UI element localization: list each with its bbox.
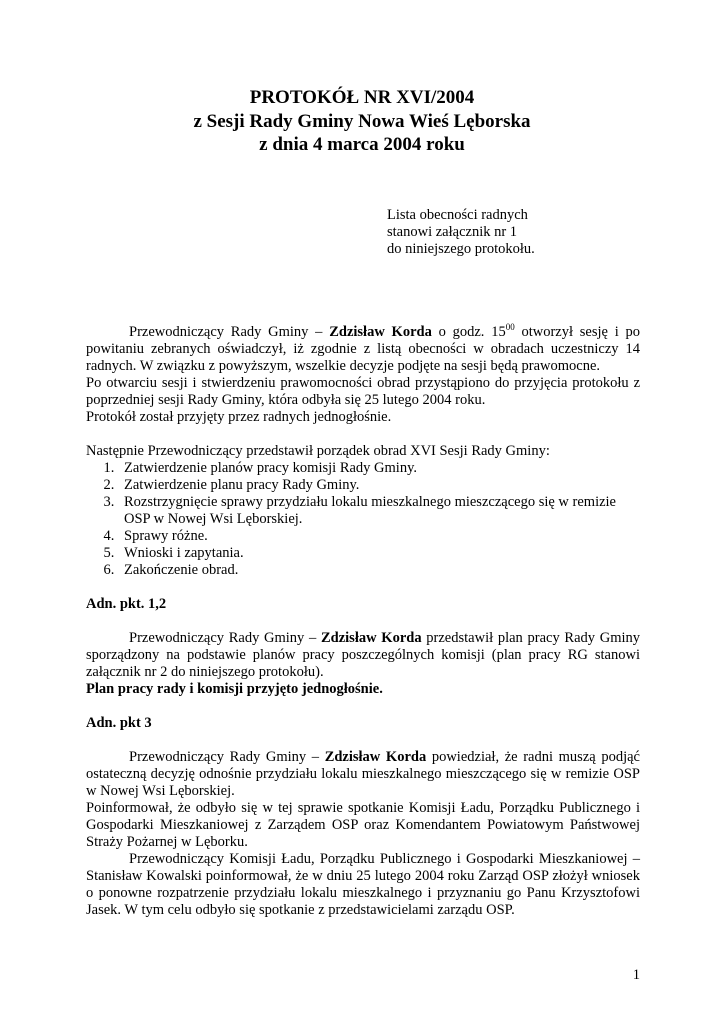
previous-protocol-paragraph: Po otwarciu sesji i stwierdzeniu prawomocności obrad przystąpiono do przyjęcia protokołu z poprzedniej sesji Rady Gminy, która odbyła się 25 lutego 2004 roku. — [86, 375, 640, 408]
opening-paragraph — [86, 324, 640, 375]
committee-chair-paragraph: Przewodniczący Komisji Ładu, Porządku Publicznego i Gospodarki Mieszkaniowej – Stanisław Kowalski poinformował, że w dniu 25 lutego 2004 roku Zarząd OSP złożył wniosek o ponowne rozpatrzenie przydziału lokalu mieszkalnego i przyznaniu go Panu Krzysztofowi Jasek. W tym celu odbyło się spotkanie z przedstawicielami zarządu OSP. — [86, 851, 640, 918]
attendance-note-line: do niniejszego protokołu. — [387, 241, 535, 257]
section1-resolution: Plan pracy rady i komisji przyjęto jednogłośnie. — [86, 681, 383, 697]
section2-text-prefix: Przewodniczący Rady Gminy – — [129, 749, 325, 765]
section2-text-suffix: powiedział, że radni muszą podjąć ostateczną decyzję odnośnie przydziału lokalu mieszkalnego mieszczącego się w remizie OSP w Nowej Wsi Lęborskiej. — [86, 749, 640, 799]
attendance-note-line: stanowi załącznik nr 1 — [387, 224, 518, 240]
section-heading-3: Adn. pkt 3 — [86, 715, 152, 731]
document-title — [0, 86, 724, 157]
title-line-session: z Sesji Rady Gminy Nowa Wieś Lęborska — [193, 110, 531, 132]
title-line-protocol-number: PROTOKÓŁ NR XVI/2004 — [249, 87, 475, 108]
section1-paragraph — [86, 630, 640, 681]
section1-text-suffix: przedstawił plan pracy Rady Gminy sporządzony na podstawie planów pracy poszczególnych komisji (plan pracy RG stanowi załącznik nr 2 do niniejszego protokołu). — [86, 630, 641, 680]
chair-name: Zdzisław Korda — [329, 324, 432, 340]
agenda-item: 1. Zatwierdzenie planów pracy komisji Rady Gminy. — [118, 460, 640, 477]
meeting-info-paragraph: Poinformował, że odbyło się w tej sprawie spotkanie Komisji Ładu, Porządku Publicznego i Gospodarki Mieszkaniowej z Zarządem OSP oraz Komendantem Powiatowym Państwowej Straży Pożarnej w Lęborku. — [86, 800, 640, 850]
document-body — [86, 324, 640, 919]
agenda-item: 5. Wnioski i zapytania. — [118, 545, 640, 562]
chair-name: Zdzisław Korda — [324, 749, 427, 765]
agenda-item: 6. Zakończenie obrad. — [118, 562, 640, 579]
section2-paragraph — [86, 749, 640, 800]
chair-name: Zdzisław Korda — [320, 630, 422, 646]
agenda-item: 4. Sprawy różne. — [118, 528, 640, 545]
agenda-item: 3. Rozstrzygnięcie sprawy przydziału lokalu mieszkalnego mieszczącego się w remizie OSP w Nowej Wsi Lęborskiej. — [118, 494, 640, 528]
protocol-accepted-paragraph: Protokół został przyjęty przez radnych jednogłośnie. — [86, 409, 392, 425]
time-minutes-superscript: 00 — [505, 322, 515, 333]
title-line-date: z dnia 4 marca 2004 roku — [259, 134, 465, 155]
agenda-list — [86, 460, 640, 579]
opening-text-time: o godz. 15 — [431, 324, 506, 340]
opening-text-prefix: Przewodniczący Rady Gminy – — [129, 324, 330, 340]
agenda-item: 2. Zatwierdzenie planu pracy Rady Gminy. — [118, 477, 640, 494]
attendance-note — [387, 207, 687, 258]
section-heading-1-2: Adn. pkt. 1,2 — [86, 596, 167, 612]
opening-text-suffix: otworzył sesję i po powitaniu zebranych oświadczył, iż zgodnie z listą obecności w obradach uczestniczy 14 radnych. W związku z powyższym, wszelkie decyzje podjęte na sesji będą prawomocne. — [86, 324, 641, 374]
agenda-intro: Następnie Przewodniczący przedstawił porządek obrad XVI Sesji Rady Gminy: — [86, 443, 550, 459]
attendance-note-line: Lista obecności radnych — [387, 207, 528, 223]
section1-text-prefix: Przewodniczący Rady Gminy – — [129, 630, 321, 646]
page-number: 1 — [632, 967, 640, 983]
